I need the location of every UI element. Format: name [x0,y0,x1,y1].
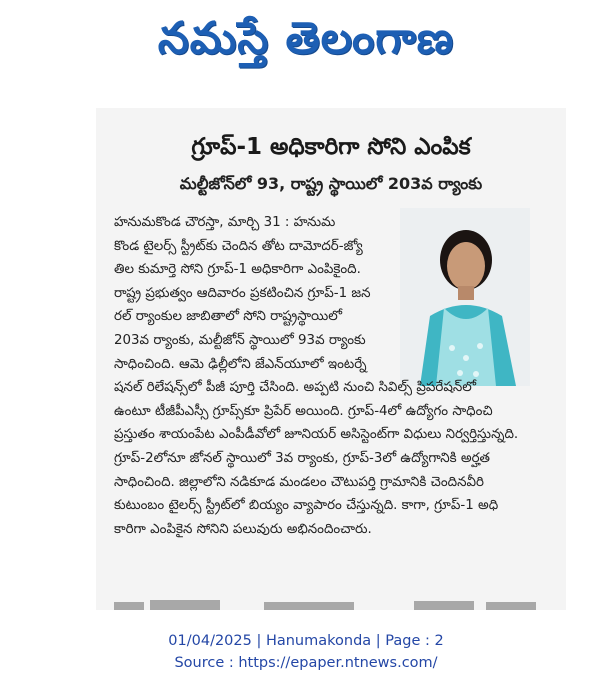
article-line: కారిగా ఎంపికైన సోనిని పలువురు అభినందించారు. [114,521,372,537]
article-line: సాధించింది. జిల్లాలోని నడికూడ మండలం చౌటుపర్తి గ్రామానికి చెందినవీరి [114,474,484,490]
article-line: హనుమకొండ చౌరస్తా, మార్చి 31 : హనుమ [114,215,336,230]
publication-info: 01/04/2025 | Hanumakonda | Page : 2 [168,633,444,649]
article-line: సాధించింది. ఆమె ఢిల్లీలోని జేఎన్‌యూలో ఇంటర్నే [114,356,367,372]
masthead [0,0,612,88]
article-body [114,211,554,541]
article-line: షనల్ రిలేషన్స్‌లో పీజీ పూర్తి చేసింది. అప్పటి నుంచి సివిల్స్ ప్రిపరేషన్‌లో [114,380,477,396]
cut-off-next-article-text [114,598,554,610]
article-line: కొండ టైలర్స్ స్ట్రీట్‌కు చెందిన తోట దామోదర్-జ్యో [114,238,363,254]
newspaper-title: నమస్తే తెలంగాణ [157,13,455,64]
article-line: గ్రూప్-2లోనూ జోనల్ స్థాయిలో 3వ ర్యాంకు, గ్రూప్-3లో ఉద్యోగానికి అర్హత [114,450,490,466]
source-footer [0,630,612,674]
article-line: 203వ ర్యాంకు, మల్టీజోన్ స్థాయిలో 93వ ర్యాంకు [114,332,366,348]
article-line: రల్ ర్యాంకుల జాబితాలో సోని రాష్ట్రస్థాయిలో [114,309,343,325]
article-subheadline: మల్టీజోన్‌లో 93, రాష్ట్ర స్థాయిలో 203వ ర్యాంకు [179,174,483,193]
article-line: కుటుంబం టైలర్స్ స్ట్రీట్‌లో బియ్యం వ్యాపారం చేస్తున్నది. కాగా, గ్రూప్-1 అధి [114,498,499,514]
article-line: ఉంటూ టీజీపీఎస్సీ గ్రూప్స్‌కూ ప్రిపేర్ అయింది. గ్రూప్-4లో ఉద్యోగం సాధించి [114,403,493,419]
article-line: రాష్ట్ర ప్రభుత్వం ఆదివారం ప్రకటించిన గ్రూప్-1 జన [114,285,371,301]
article-clipping [96,108,566,610]
article-headline: గ్రూప్-1 అధికారిగా సోని ఎంపిక [191,134,471,160]
article-line: తిల కుమార్తె సోని గ్రూప్-1 అధికారిగా ఎంపికైంది. [114,262,361,278]
source-link[interactable]: Source : https://epaper.ntnews.com/ [174,655,438,671]
article-line: ప్రస్తుతం శాయంపేట ఎంపీడీవోలో జూనియర్ అసిస్టెంట్‌గా విధులు నిర్వర్తిస్తున్నది. [114,427,519,443]
truncated-text-marks [114,598,554,610]
